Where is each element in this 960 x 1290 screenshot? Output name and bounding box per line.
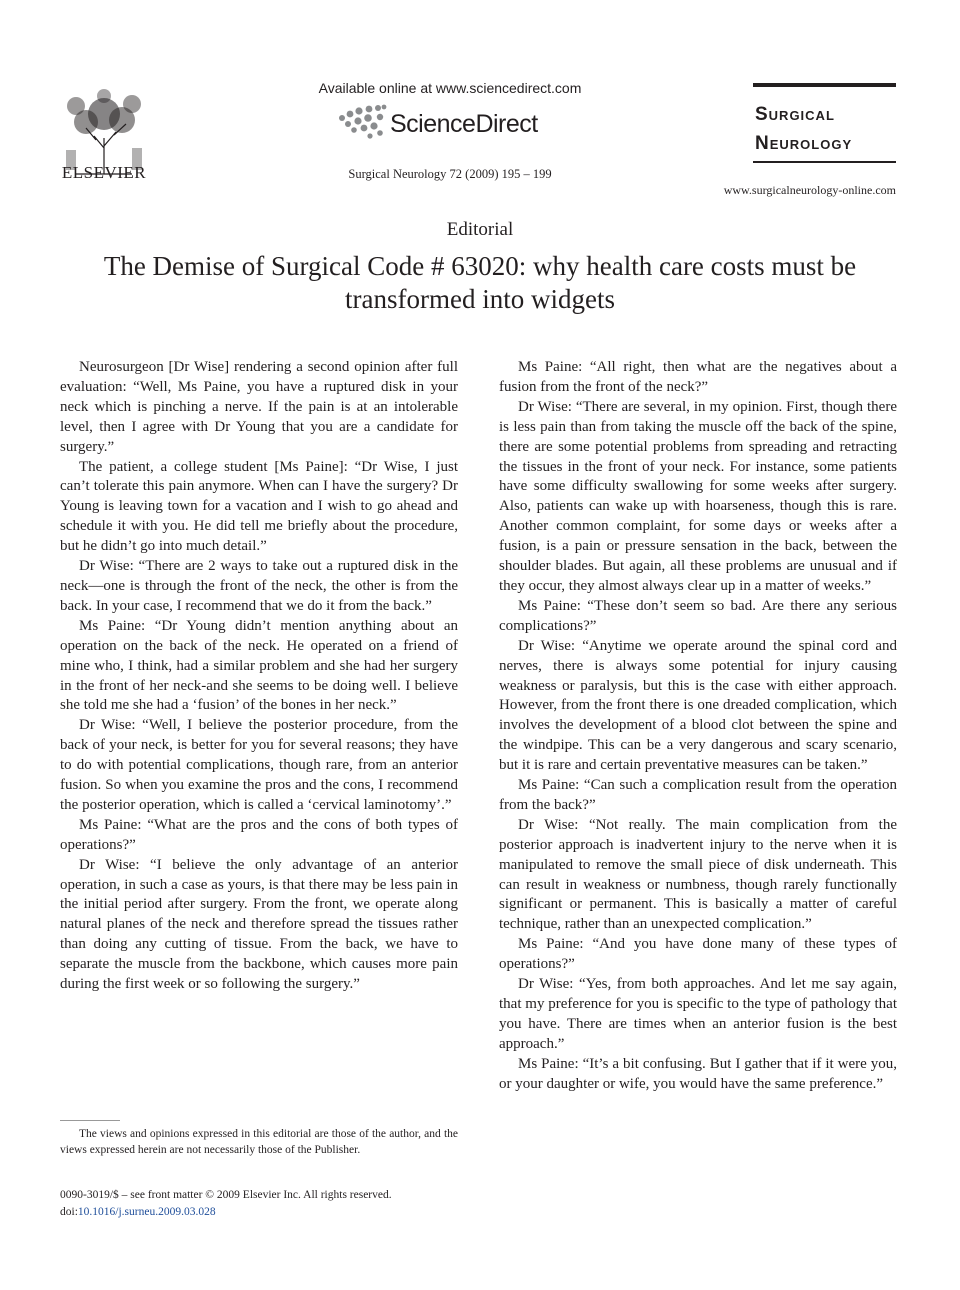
paragraph: Ms Paine: “What are the pros and the cons of both types of operations?” xyxy=(60,816,458,853)
journal-name-line2 xyxy=(755,133,852,155)
paragraph: The patient, a college student [Ms Paine]: “Dr Wise, I just can’t tolerate this pain anymore. When can I have the surgery? Dr Young is leaving town for a vacation and I wish to go ahead and schedule it with you. He did tell me briefly about the procedure, but he didn’t go into much detail.” xyxy=(60,458,458,555)
paragraph: Dr Wise: “Not really. The main complication from the posterior approach is inadvertent injury to the nerve when it is manipulated to remove the small piece of disk underneath. This can result in weakness or numbness, though rarely functionally significant or permanent. This is basically a matter of careful technique, rather than an unexpected complication.” xyxy=(499,816,897,933)
paragraph: Neurosurgeon [Dr Wise] rendering a second opinion after full evaluation: “Well, Ms Paine, you have a ruptured disk in your neck which is pinching a nerve. If the pain is at an intolerable level, then I agree with Dr Young that you are a candidate for surgery.” xyxy=(60,359,458,455)
section-label: Editorial xyxy=(446,219,514,240)
paragraph: Ms Paine: “It’s a bit confusing. But I gather that if it were you, or your daughter or wife, you would have the same preference.” xyxy=(499,1055,897,1092)
paragraph: Dr Wise: “There are 2 ways to take out a ruptured disk in the neck—one is through the front of the neck, the other is from the back. In your case, I recommend that we do it from the back.” xyxy=(60,558,458,614)
journal-rule-bottom xyxy=(753,161,896,163)
paragraph: Ms Paine: “And you have done many of these types of operations?” xyxy=(499,936,897,973)
footnote xyxy=(60,1126,458,1158)
paragraph: Dr Wise: “Well, I believe the posterior procedure, from the back of your neck, is better for you for several reasons; they have to do with potential complications, though rare, from an anterior fusion. So when you examine the pros and the cons, I recommend the posterior operation, which is called a ‘cervical laminotomy’.” xyxy=(60,717,458,813)
paragraph: Dr Wise: “Anytime we operate around the spinal cord and nerves, there is always some potential for injury causing weakness or paralysis, but this is the case with either approach. However, from the front there is one dreaded complication, which involves the development of a blood clot between the spine and the windpipe. This can be a very dangerous and scary scenario, but it is rare and certain preventative measures can be taken.” xyxy=(499,637,897,774)
paragraph: Ms Paine: “These don’t seem so bad. Are there any serious complications?” xyxy=(499,597,897,634)
paragraph: Dr Wise: “There are several, in my opinion. First, though there is less pain than from taking the muscle off the back of the spine, there are some potential problems from spreading and retracting the tissues in the front of your neck. For instance, some patients have some difficulty swallowing for some weeks after surgery. Also, patients can wake up with hoarseness, though this is rare. Another common complaint, for some days or weeks after a fusion, is a pain or pressure sensation in the back, between the shoulder blades. But again, all these problems are unusual and if they occur, they almost always clear up in a matter of weeks.” xyxy=(499,398,897,594)
issn-line: 0090-3019/$ – see front matter © 2009 Elsevier Inc. All rights reserved. xyxy=(60,1189,392,1201)
publisher-wordmark: ELSEVIER xyxy=(61,163,147,182)
journal-url[interactable]: www.surgicalneurology-online.com xyxy=(723,183,896,197)
available-online-text: Available online at www.sciencedirect.com xyxy=(318,80,582,96)
front-matter xyxy=(60,1187,480,1221)
sciencedirect-wordmark: ScienceDirect xyxy=(390,110,538,138)
paragraph: Ms Paine: “Can such a complication result from the operation from the back?” xyxy=(499,777,897,813)
right-column xyxy=(499,358,897,1095)
footnote-text: The views and opinions expressed in this editorial are those of the author, and the views expressed herein are not necessarily those of the Publisher. xyxy=(60,1128,458,1156)
paragraph: Dr Wise: “I believe the only advantage of an anterior operation, in such a case as yours, is that there may be less pain in the initial period after surgery. From the front, we operate along natural planes of the neck and therefore spread the tissues rather than doing any cutting of tissue. From the back, we have to separate the muscle from the backbone, which causes more pain during the first week or so following the surgery.” xyxy=(60,856,458,993)
paragraph: Ms Paine: “All right, then what are the negatives about a fusion from the front of the neck?” xyxy=(499,359,897,395)
doi-line xyxy=(60,1204,480,1221)
left-column xyxy=(60,358,458,995)
journal-name-line1 xyxy=(755,104,835,126)
journal-name-line1-text: Surgical xyxy=(755,104,835,125)
doi-prefix: doi: xyxy=(60,1206,78,1218)
journal-name-line2-text: Neurology xyxy=(755,133,853,154)
paragraph: Dr Wise: “Yes, from both approaches. And let me say again, that my preference for you is specific to the type of pathology that you have. There are times when an anterior fusion is the best approach.” xyxy=(499,976,897,1052)
doi-link[interactable]: 10.1016/j.surneu.2009.03.028 xyxy=(77,1206,216,1218)
footnote-rule xyxy=(60,1120,120,1121)
article-title: The Demise of Surgical Code # 63020: why health care costs must be transformed into widgets xyxy=(103,251,857,314)
paragraph: Ms Paine: “Dr Young didn’t mention anything about an operation on the back of the neck. He operated on a friend of mine who, I think, had a similar problem and she had her surgery in the front of her neck-and she seems to be doing well. I believe she told me she had a ‘fusion’ of the bones in her neck.” xyxy=(60,617,458,714)
journal-citation: Surgical Neurology 72 (2009) 195 – 199 xyxy=(348,167,552,181)
journal-rule-top xyxy=(753,83,896,87)
